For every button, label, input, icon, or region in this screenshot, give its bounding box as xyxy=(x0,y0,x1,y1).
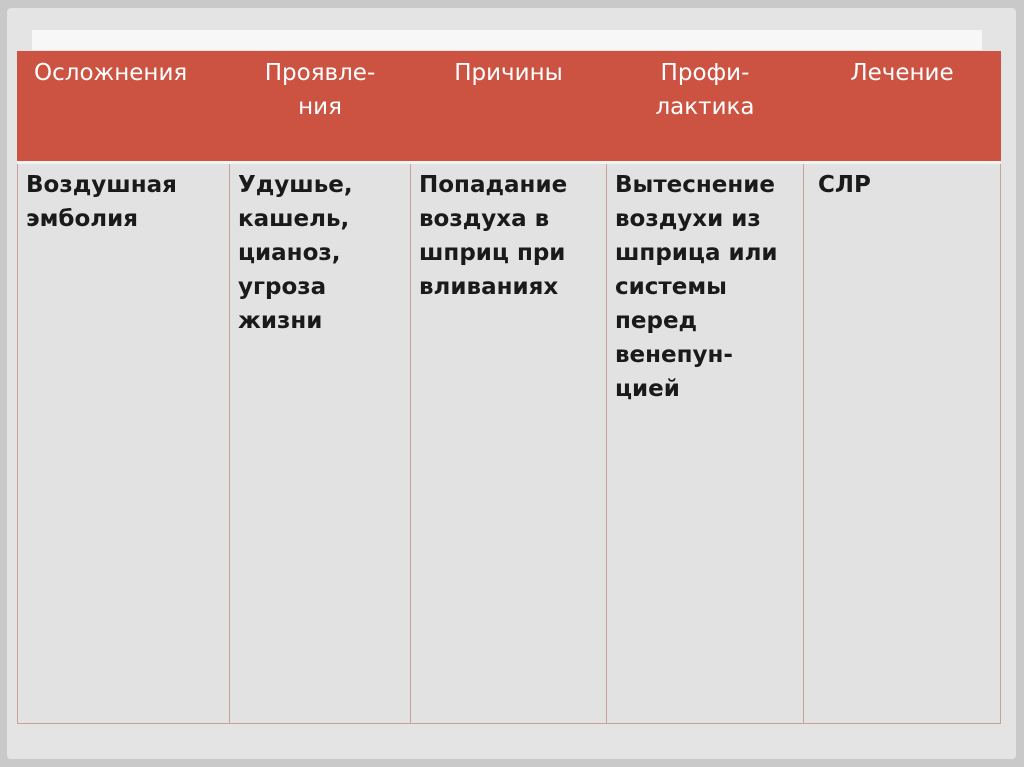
cell-causes: Попадание воздуха в шприц при вливаниях xyxy=(411,162,607,724)
header-complications: Осложнения xyxy=(18,51,230,162)
cell-prevention: Вытеснение воздухи из шприца или системы перед венепун- цией xyxy=(607,162,804,724)
cell-treatment: СЛР xyxy=(804,162,1001,724)
complications-table xyxy=(17,51,1001,724)
header-treatment: Лечение xyxy=(804,51,1001,162)
header-manifestations: Проявле- ния xyxy=(230,51,411,162)
table-row xyxy=(18,162,1001,724)
header-causes: Причины xyxy=(411,51,607,162)
slide-top-bar xyxy=(32,30,982,50)
cell-complication: Воздушная эмболия xyxy=(18,162,230,724)
header-prevention: Профи- лактика xyxy=(607,51,804,162)
cell-manifestations: Удушье, кашель, цианоз, угроза жизни xyxy=(230,162,411,724)
table-header-row xyxy=(18,51,1001,162)
